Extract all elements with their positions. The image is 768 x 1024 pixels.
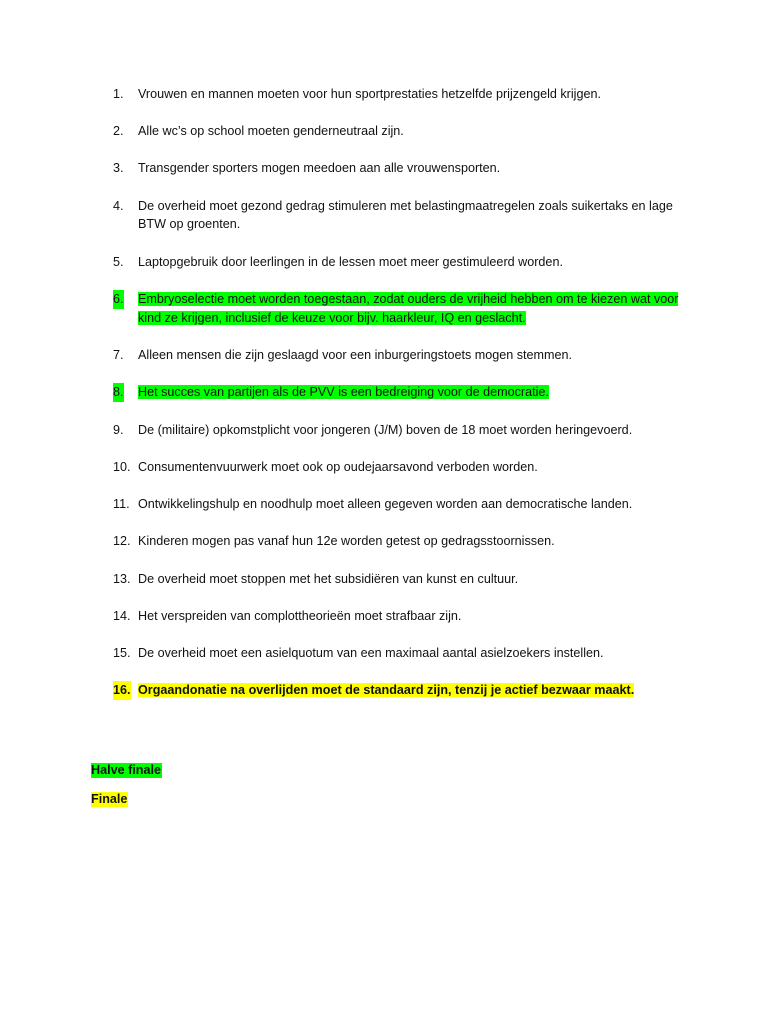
statement-13 (113, 570, 683, 589)
statement-list (113, 85, 683, 718)
statement-15 (113, 644, 683, 663)
statement-number: 8. (113, 383, 124, 402)
statement-number: 6. (113, 290, 124, 309)
statement-7 (113, 346, 683, 365)
legend-semifinal (91, 762, 162, 778)
statement-1 (113, 85, 683, 104)
statement-number: 14. (113, 608, 131, 623)
statement-number: 5. (113, 254, 124, 269)
statement-2 (113, 122, 683, 141)
statement-16 (113, 681, 683, 700)
statement-number: 15. (113, 646, 131, 661)
statement-text: De overheid moet een asielquotum van een maximaal aantal asielzoekers instellen. (138, 646, 604, 661)
statement-number: 9. (113, 422, 124, 437)
legend-semifinal-label: Halve finale (91, 763, 161, 777)
statement-number: 16. (113, 681, 131, 700)
statement-11 (113, 495, 683, 514)
statement-text: Transgender sporters mogen meedoen aan alle vrouwensporten. (138, 161, 501, 176)
statement-text: Vrouwen en mannen moeten voor hun sportprestaties hetzelfde prijzengeld krijgen. (138, 87, 601, 101)
statement-number: 13. (113, 571, 131, 586)
statement-text: De (militaire) opkomstplicht voor jongeren (J/M) boven de 18 moet worden heringevoerd. (138, 422, 633, 437)
legend-final (91, 791, 128, 807)
statement-text: Alleen mensen die zijn geslaagd voor een inburgeringstoets mogen stemmen. (138, 348, 573, 363)
statement-number: 12. (113, 534, 131, 549)
statement-12 (113, 532, 683, 551)
statement-text: Ontwikkelingshulp en noodhulp moet alleen gegeven worden aan democratische landen. (138, 496, 633, 511)
statement-number: 3. (113, 161, 124, 176)
statement-6 (113, 290, 683, 327)
statement-5 (113, 253, 683, 272)
statement-8 (113, 383, 683, 402)
statement-number: 2. (113, 124, 124, 139)
statement-text: Kinderen mogen pas vanaf hun 12e worden getest op gedragsstoornissen. (138, 534, 555, 549)
statement-4 (113, 197, 683, 234)
statement-number: 7. (113, 348, 124, 363)
statement-14 (113, 607, 683, 626)
statement-number: 4. (113, 198, 124, 213)
statement-9 (113, 421, 683, 440)
statement-text: Consumentenvuurwerk moet ook op oudejaarsavond verboden worden. (138, 459, 538, 474)
statement-text: Orgaandonatie na overlijden moet de standaard zijn, tenzij je actief bezwaar maakt. (138, 683, 635, 698)
statement-text: Het succes van partijen als de PVV is een bedreiging voor de democratie. (138, 385, 549, 400)
statement-10 (113, 458, 683, 477)
statement-3 (113, 159, 683, 178)
statement-number: 1. (113, 87, 124, 101)
statement-number: 11. (113, 496, 130, 511)
statement-text: Het verspreiden van complottheorieën moet strafbaar zijn. (138, 608, 462, 623)
statement-text: Laptopgebruik door leerlingen in de lessen moet meer gestimuleerd worden. (138, 254, 563, 269)
statement-text: De overheid moet gezond gedrag stimuleren met belastingmaatregelen zoals suikertaks en lage BTW op groenten. (138, 198, 673, 232)
statement-text: Embryoselectie moet worden toegestaan, zodat ouders de vrijheid hebben om te kiezen wat voor kind ze krijgen, inclusief de keuze voor bijv. haarkleur, IQ en geslacht. (138, 291, 679, 325)
statement-text: De overheid moet stoppen met het subsidiëren van kunst en cultuur. (138, 571, 519, 586)
statement-text: Alle wc’s op school moeten genderneutraal zijn. (138, 124, 404, 139)
statement-number: 10. (113, 459, 131, 474)
legend-final-label: Finale (91, 792, 128, 806)
